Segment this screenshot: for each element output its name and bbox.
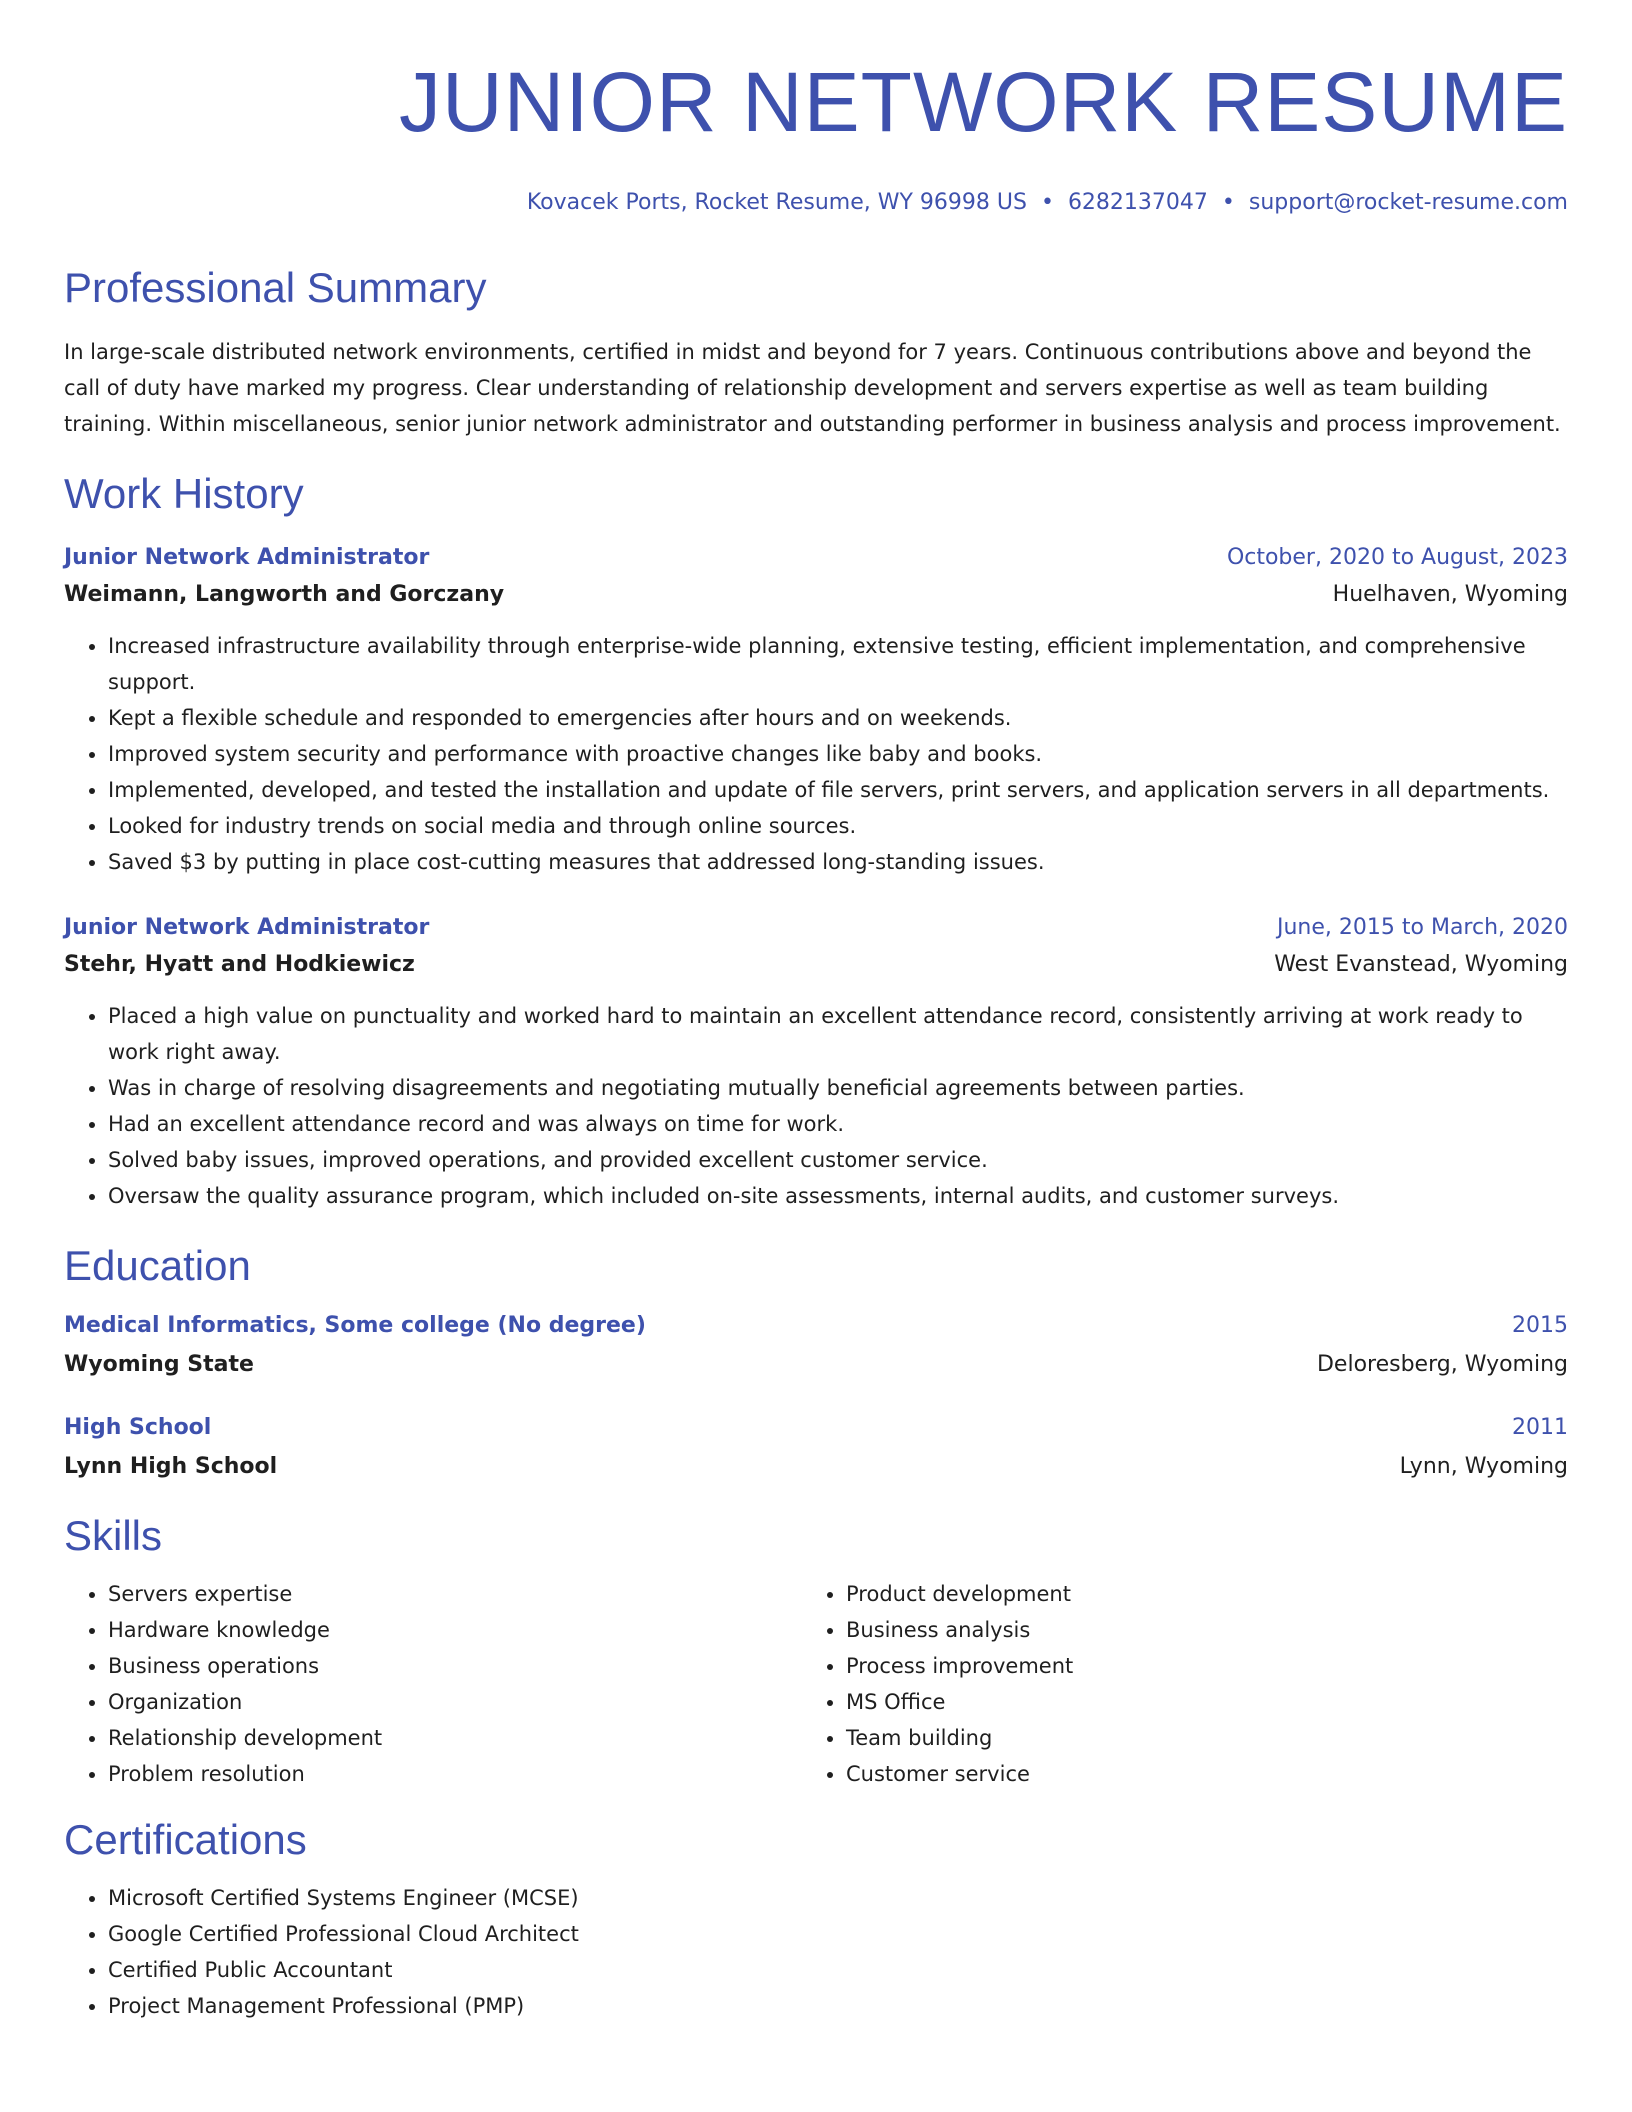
job-entry	[64, 910, 1568, 1214]
job-bullet: • Improved system security and performance with proactive changes like baby and books.	[108, 736, 1568, 772]
skill-item: • Servers expertise	[108, 1576, 802, 1612]
skills-column-right	[802, 1576, 1540, 1792]
job-company: Weimann, Langworth and Gorczany	[64, 582, 505, 607]
skill-item: • Team building	[846, 1720, 1540, 1756]
education-section	[64, 1240, 1568, 1488]
certifications-list	[64, 1880, 1568, 2024]
skill-item: • Business analysis	[846, 1612, 1540, 1648]
job-header-row	[64, 540, 1568, 576]
skill-item: • Hardware knowledge	[108, 1612, 802, 1648]
job-role: Junior Network Administrator	[64, 915, 430, 940]
contact-email[interactable]: support@rocket-resume.com	[1248, 190, 1568, 215]
skills-list	[802, 1576, 1540, 1792]
contact-separator: •	[1221, 190, 1235, 215]
job-dates: October, 2020 to August, 2023	[1226, 545, 1568, 570]
summary-text: In large-scale distributed network environments, certified in midst and beyond for 7 years. Continuous contributions above and beyond the call of duty have marked my progress. Clear understanding of relationship development and servers expertise as well as team building training. Within miscellaneous, senior junior network administrator and outstanding performer in business analysis and process improvement.	[64, 340, 1561, 436]
job-bullets	[64, 628, 1568, 880]
job-dates: June, 2015 to March, 2020	[1277, 915, 1568, 940]
education-school-row	[64, 1344, 1568, 1386]
job-bullet: • Placed a high value on punctuality and worked hard to maintain an excellent attendance record, consistently arriving at work ready to work right away.	[108, 998, 1568, 1070]
job-bullet: • Was in charge of resolving disagreements and negotiating mutually beneficial agreements between parties.	[108, 1070, 1568, 1106]
skill-item: • Customer service	[846, 1756, 1540, 1792]
job-bullet: • Implemented, developed, and tested the installation and update of file servers, print servers, and application servers in all departments.	[108, 772, 1568, 808]
education-degree: Medical Informatics, Some college (No degree)	[64, 1313, 646, 1338]
skills-heading: Skills	[64, 1512, 163, 1559]
skill-item: • Business operations	[108, 1648, 802, 1684]
contact-separator: •	[1040, 190, 1054, 215]
education-school-row	[64, 1446, 1568, 1488]
skills-grid	[64, 1576, 1568, 1792]
education-school: Wyoming State	[64, 1352, 254, 1377]
resume-title: JUNIOR NETWORK RESUME	[398, 55, 1568, 149]
certification-item: • Certified Public Accountant	[108, 1952, 1568, 1988]
contact-phone: 6282137047	[1067, 190, 1208, 215]
job-company-row	[64, 946, 1568, 984]
skills-list	[64, 1576, 802, 1792]
certifications-heading: Certifications	[64, 1816, 307, 1863]
job-bullet: • Had an excellent attendance record and was always on time for work.	[108, 1106, 1568, 1142]
skill-item: • MS Office	[846, 1684, 1540, 1720]
education-heading: Education	[64, 1242, 251, 1289]
education-year: 2015	[1512, 1313, 1568, 1338]
certifications-section	[64, 1814, 1568, 2024]
job-company: Stehr, Hyatt and Hodkiewicz	[64, 952, 415, 977]
skill-item: • Organization	[108, 1684, 802, 1720]
skill-item: • Process improvement	[846, 1648, 1540, 1684]
job-bullet: • Increased infrastructure availability through enterprise-wide planning, extensive testing, efficient implementation, and comprehensive support.	[108, 628, 1568, 700]
contact-address: Kovacek Ports, Rocket Resume, WY 96998 US	[526, 190, 1027, 215]
education-location: Deloresberg, Wyoming	[1316, 1352, 1568, 1377]
job-bullet: • Kept a flexible schedule and responded to emergencies after hours and on weekends.	[108, 700, 1568, 736]
skills-column-left	[64, 1576, 802, 1792]
skill-item: • Problem resolution	[108, 1756, 802, 1792]
job-location: West Evanstead, Wyoming	[1274, 952, 1568, 977]
job-location: Huelhaven, Wyoming	[1332, 582, 1568, 607]
job-header-row	[64, 910, 1568, 946]
certification-item: • Microsoft Certified Systems Engineer (MCSE)	[108, 1880, 1568, 1916]
certification-item: • Google Certified Professional Cloud Architect	[108, 1916, 1568, 1952]
resume-header	[64, 52, 1568, 218]
education-degree: High School	[64, 1415, 212, 1440]
skills-section	[64, 1510, 1568, 1792]
job-entry	[64, 540, 1568, 880]
contact-line	[64, 188, 1568, 218]
work-history-heading: Work History	[64, 470, 304, 517]
job-company-row	[64, 576, 1568, 614]
education-entry	[64, 1410, 1568, 1488]
job-bullet: • Oversaw the quality assurance program, which included on-site assessments, internal audits, and customer surveys.	[108, 1178, 1568, 1214]
summary-heading: Professional Summary	[64, 264, 487, 311]
education-entry	[64, 1308, 1568, 1386]
work-history-section	[64, 468, 1568, 1214]
certification-item: • Project Management Professional (PMP)	[108, 1988, 1568, 2024]
education-year: 2011	[1512, 1415, 1568, 1440]
job-bullet: • Looked for industry trends on social media and through online sources.	[108, 808, 1568, 844]
job-bullet: • Saved $3 by putting in place cost-cutting measures that addressed long-standing issues.	[108, 844, 1568, 880]
skill-item: • Product development	[846, 1576, 1540, 1612]
education-school: Lynn High School	[64, 1454, 278, 1479]
job-bullets	[64, 998, 1568, 1214]
education-header-row	[64, 1410, 1568, 1446]
summary-section	[64, 262, 1568, 442]
education-location: Lynn, Wyoming	[1399, 1454, 1568, 1479]
education-header-row	[64, 1308, 1568, 1344]
skill-item: • Relationship development	[108, 1720, 802, 1756]
job-bullet: • Solved baby issues, improved operations, and provided excellent customer service.	[108, 1142, 1568, 1178]
job-role: Junior Network Administrator	[64, 545, 430, 570]
